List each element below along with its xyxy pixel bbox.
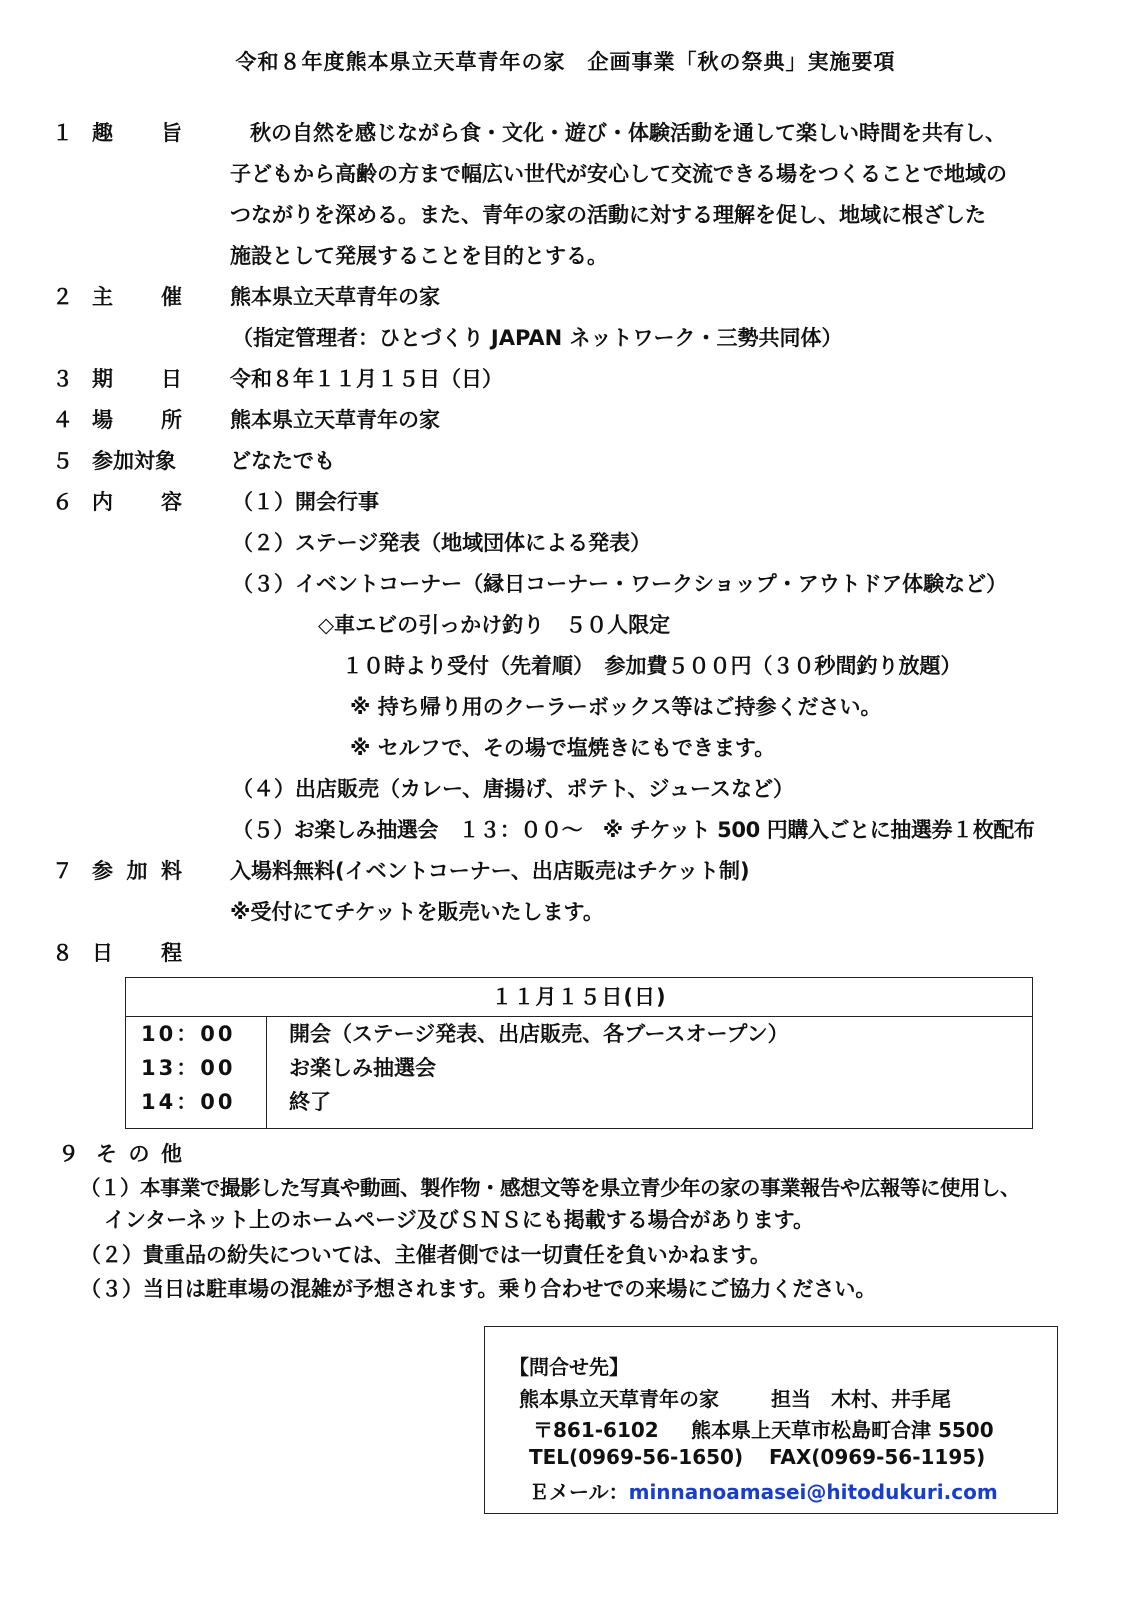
contact-box	[484, 1326, 1058, 1514]
fee-note: ※受付にてチケットを販売いたします。	[230, 900, 604, 924]
contact-email-row	[529, 1476, 998, 1505]
section-1-line: 秋の自然を感じながら食・文化・遊び・体験活動を通して楽しい時間を共有し、	[250, 121, 1006, 145]
notice-item: （２）貴重品の紛失については、主催者側では一切責任を負いかねます。	[80, 1243, 771, 1267]
event-date: 令和８年１１月１５日（日）	[230, 367, 503, 391]
schedule-event: お楽しみ抽選会	[289, 1056, 436, 1080]
contact-fax: FAX(0969-56-1195)	[769, 1445, 986, 1469]
content-item: （３）イベントコーナー（縁日コーナー・ワークショップ・アウトドア体験など）	[232, 572, 1008, 596]
organizer: 熊本県立天草青年の家	[230, 285, 440, 309]
managing-organization: （指定管理者：ひとづくり JAPAN ネットワーク・三勢共同体）	[232, 326, 843, 350]
schedule-date-header: １１月１５日(日)	[126, 978, 1032, 1017]
event-venue: 熊本県立天草青年の家	[230, 408, 440, 432]
contact-staff: 担当 木村、井手尾	[771, 1387, 951, 1411]
schedule-row	[126, 1017, 1032, 1051]
contact-email-label: Ｅメール：	[529, 1480, 629, 1504]
content-note: ※ 持ち帰り用のクーラーボックス等はご持参ください。	[350, 695, 882, 719]
contact-heading: 【問合せ先】	[509, 1355, 629, 1379]
schedule-row	[126, 1085, 1032, 1119]
schedule-time: 13：00	[141, 1056, 236, 1080]
fee-text: 入場料無料(イベントコーナー、出店販売はチケット制)	[230, 859, 750, 883]
target-audience: どなたでも	[230, 449, 335, 473]
content-subitem: １０時より受付（先着順） 参加費５００円（３０秒間釣り放題）	[342, 654, 962, 678]
section-1-line: 施設として発展することを目的とする。	[230, 244, 608, 268]
content-note: ※ セルフで、その場で塩焼きにもできます。	[350, 736, 776, 760]
contact-address: 熊本県上天草市松島町合津 5500	[691, 1418, 994, 1442]
section-label: 趣 旨	[92, 121, 182, 145]
schedule-time: 14：00	[141, 1090, 236, 1114]
contact-postal-code: 〒861-6102	[533, 1418, 659, 1442]
notice-item: （１）本事業で撮影した写真や動画、製作物・感想文等を県立青少年の家の事業報告や広報等に使用し、	[80, 1176, 1020, 1200]
content-item: （１）開会行事	[232, 490, 379, 514]
schedule-row	[126, 1051, 1032, 1085]
schedule-event: 終了	[289, 1090, 331, 1114]
schedule-table	[125, 977, 1033, 1129]
contact-email-link[interactable]: minnanoamasei@hitodukuri.com	[628, 1480, 998, 1504]
content-subitem: ◇車エビの引っかけ釣り ５０人限定	[318, 613, 671, 637]
notice-item: インターネット上のホームページ及びＳＮＳにも掲載する場合があります。	[104, 1208, 815, 1232]
content-item: （５）お楽しみ抽選会 １３：００～ ※ チケット 500 円購入ごとに抽選券１枚配布	[232, 818, 1035, 842]
contact-tel: TEL(0969-56-1650)	[529, 1445, 744, 1469]
schedule-event: 開会（ステージ発表、出店販売、各ブースオープン）	[289, 1022, 789, 1046]
contact-organization: 熊本県立天草青年の家	[519, 1387, 719, 1411]
document-title: 令和８年度熊本県立天草青年の家 企画事業「秋の祭典」実施要項	[235, 50, 896, 74]
section-1-line: 子どもから高齢の方まで幅広い世代が安心して交流できる場をつくることで地域の	[230, 162, 1007, 186]
schedule-time: 10：00	[141, 1022, 236, 1046]
notice-item: （３）当日は駐車場の混雑が予想されます。乗り合わせでの来場にご協力ください。	[80, 1277, 877, 1301]
content-item: （２）ステージ発表（地域団体による発表）	[232, 531, 652, 555]
section-1-line: つながりを深める。また、青年の家の活動に対する理解を促し、地域に根ざした	[230, 203, 986, 227]
content-item: （４）出店販売（カレー、唐揚げ、ポテト、ジュースなど）	[232, 777, 794, 801]
section-number: １	[52, 121, 73, 145]
